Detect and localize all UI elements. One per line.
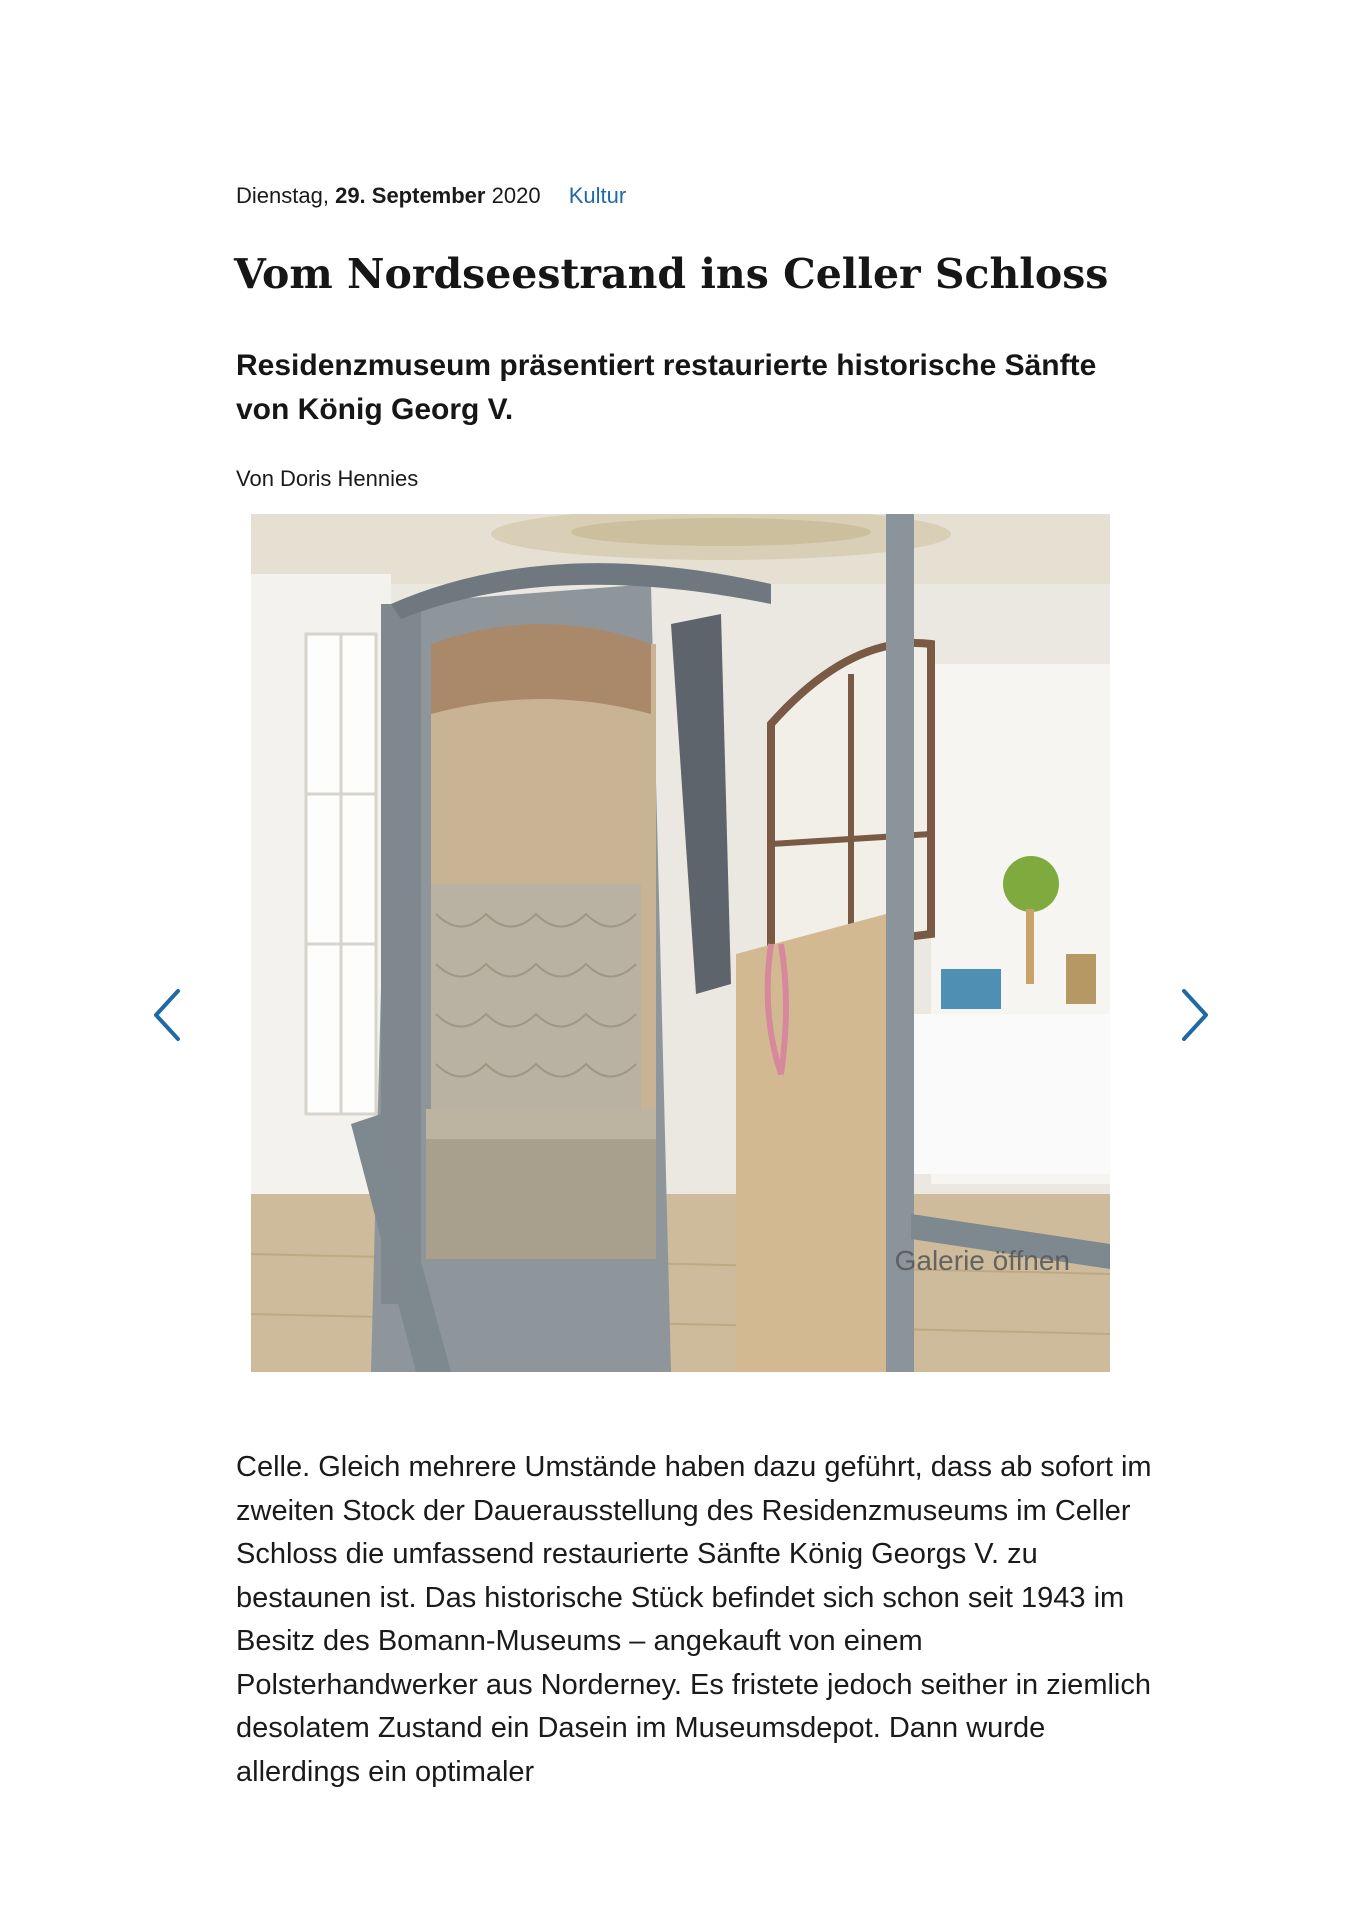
article-headline: Vom Nordseestrand ins Celler Schloss: [234, 250, 1109, 298]
article-dateline: [236, 183, 626, 209]
gallery-photo[interactable]: [251, 514, 1110, 1372]
article-body: Celle. Gleich mehrere Umstände haben dazu geführt, dass ab sofort im zweiten Stock der Dauerausstellung des Residenzmuseums im Celler Schloss die umfassend restaurierte Sänfte König Georgs V. zu bestaunen ist. Das historische Stück befindet sich schon seit 1943 im Besitz des Bomann-Museums – angekauft von einem Polsterhandwerker aus Norderney. Es fristete jedoch seither in ziemlich desolatem Zustand ein Dasein im Museumsdepot. Dann wurde allerdings ein optimaler: [236, 1451, 1152, 1788]
date-year: 2020: [491, 183, 541, 208]
gallery-open-label[interactable]: Galerie öffnen: [894, 1245, 1070, 1276]
article-byline: Von Doris Hennies: [236, 466, 419, 491]
date-day-month: 29. September: [335, 183, 486, 208]
gallery-prev-button[interactable]: [146, 985, 186, 1045]
chevron-right-icon: [1180, 987, 1212, 1043]
article-subheadline: Residenzmuseum präsentiert restaurierte historische Sänfte von König Georg V.: [236, 349, 1097, 426]
sedan-chair-photo: [251, 514, 1110, 1372]
gallery-next-button[interactable]: [1176, 985, 1216, 1045]
date-weekday: Dienstag,: [236, 183, 329, 208]
category-link[interactable]: Kultur: [568, 183, 627, 208]
chevron-left-icon: [150, 987, 182, 1043]
